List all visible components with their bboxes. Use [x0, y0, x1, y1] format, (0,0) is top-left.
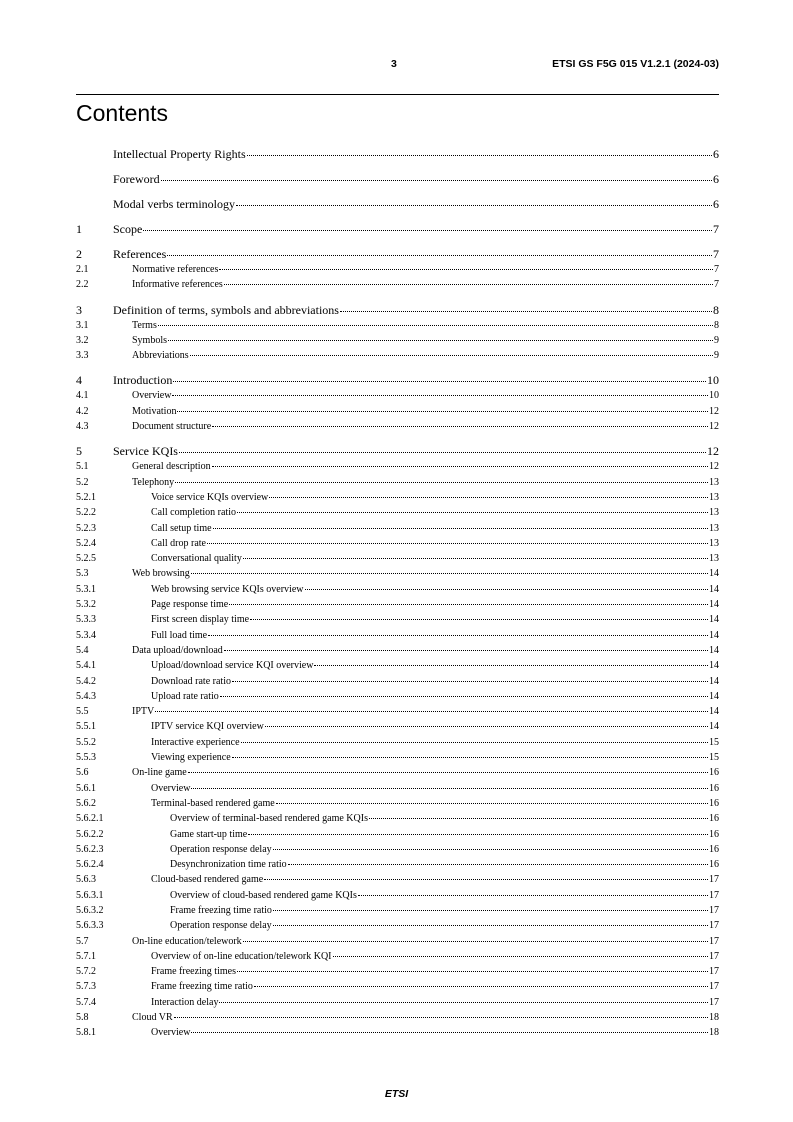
- toc-entry-page: 12: [707, 444, 719, 459]
- toc-entry-title: Document structure: [132, 421, 212, 433]
- toc-entry-page: 16: [709, 859, 719, 871]
- toc-entry-number: 5.2.3: [76, 522, 96, 534]
- toc-dot-leader: [174, 1008, 708, 1018]
- toc-entry-page: 16: [709, 843, 719, 855]
- toc-entry-page: 6: [713, 197, 719, 211]
- toc-dot-leader: [369, 809, 708, 819]
- toc-entry-title: First screen display time: [151, 614, 250, 626]
- toc-entry-title: Overview: [151, 1027, 191, 1039]
- toc-dot-leader: [314, 656, 708, 666]
- toc-entry-title: Scope: [113, 222, 143, 236]
- toc-entry-page: 7: [713, 222, 719, 236]
- toc-entry-number: 5.7.1: [76, 950, 96, 962]
- footer-etsi: ETSI: [384, 1088, 409, 1100]
- toc-entry-title: Frame freezing time ratio: [151, 981, 253, 993]
- toc-dot-leader: [224, 275, 713, 285]
- toc-dot-leader: [232, 748, 708, 758]
- table-of-contents: [76, 147, 719, 1041]
- toc-entry-number: 5.4.1: [76, 660, 96, 672]
- toc-entry-number: 5.4: [76, 644, 89, 656]
- toc-entry-number: 5: [76, 444, 82, 459]
- toc-entry-page: 14: [709, 614, 719, 626]
- toc-entry-title: Intellectual Property Rights: [113, 147, 246, 161]
- toc-dot-leader: [191, 1023, 708, 1033]
- toc-dot-leader: [167, 246, 712, 256]
- toc-entry-title: Frame freezing time ratio: [170, 904, 272, 916]
- toc-entry-number: 5.6.3: [76, 874, 96, 886]
- toc-entry-page: 14: [709, 675, 719, 687]
- toc-dot-leader: [219, 260, 713, 270]
- toc-entry-page: 13: [709, 537, 719, 549]
- toc-entry-title: Terms: [132, 319, 157, 331]
- toc-dot-leader: [208, 626, 708, 636]
- toc-entry-page: 17: [709, 889, 719, 901]
- toc-entry-title: Data upload/download: [132, 644, 223, 656]
- toc-entry-number: 5.8.1: [76, 1027, 96, 1039]
- toc-dot-leader: [168, 331, 713, 341]
- toc-entry-number: 5.7.2: [76, 966, 96, 978]
- toc-entry-page: 8: [714, 319, 719, 331]
- toc-entry-number: 5.5.1: [76, 721, 96, 733]
- toc-dot-leader: [276, 794, 708, 804]
- toc-dot-leader: [333, 947, 709, 957]
- toc-dot-leader: [264, 870, 708, 880]
- toc-entry-page: 17: [709, 966, 719, 978]
- toc-entry-title: Normative references: [132, 264, 219, 275]
- toc-dot-leader: [177, 402, 708, 412]
- toc-entry-number: 5.7: [76, 935, 89, 947]
- toc-entry-number: 5.7.3: [76, 981, 96, 993]
- toc-dot-leader: [220, 687, 708, 697]
- toc-entry-page: 12: [709, 405, 719, 417]
- toc-entry-number: 5.4.3: [76, 690, 96, 702]
- toc-entry-number: 4: [76, 373, 82, 388]
- toc-entry-number: 3.3: [76, 350, 89, 362]
- toc-entry-page: 18: [709, 1027, 719, 1039]
- toc-dot-leader: [237, 503, 708, 513]
- toc-dot-leader: [236, 196, 712, 206]
- toc-entry-number: 5.6.3.1: [76, 889, 104, 901]
- toc-entry-page: 16: [709, 782, 719, 794]
- toc-entry-page: 7: [714, 264, 719, 275]
- toc-dot-leader: [191, 564, 708, 574]
- toc-entry-page: 17: [709, 920, 719, 932]
- toc-entry-page: 16: [709, 813, 719, 825]
- toc-dot-leader: [175, 473, 708, 483]
- toc-entry-page: 14: [709, 568, 719, 580]
- toc-dot-leader: [358, 886, 708, 896]
- toc-entry-page: 9: [714, 334, 719, 346]
- toc-entry-page: 14: [709, 660, 719, 672]
- toc-entry-page: 17: [709, 996, 719, 1008]
- toc-dot-leader: [212, 417, 708, 427]
- toc-dot-leader: [248, 825, 708, 835]
- toc-dot-leader: [155, 702, 708, 712]
- toc-entry-title: Game start-up time: [170, 828, 248, 840]
- toc-entry-number: 5.2.2: [76, 507, 96, 519]
- toc-entry-title: Overview of on-line education/telework KQI: [151, 950, 332, 962]
- toc-entry-title: Web browsing: [132, 568, 190, 580]
- toc-entry-title: Voice service KQIs overview: [151, 491, 269, 503]
- toc-entry[interactable]: [76, 1025, 719, 1040]
- toc-entry-title: Upload rate ratio: [151, 690, 219, 702]
- toc-dot-leader: [188, 763, 708, 773]
- toc-entry-number: 5.6.3.3: [76, 920, 104, 932]
- toc-entry-number: 4.3: [76, 421, 89, 433]
- toc-entry-title: Cloud VR: [132, 1012, 173, 1024]
- toc-entry-number: 5.6.2.3: [76, 843, 104, 855]
- toc-entry-title: Abbreviations: [132, 350, 189, 362]
- toc-entry-page: 17: [709, 904, 719, 916]
- toc-entry-number: 4.1: [76, 390, 89, 402]
- toc-entry-page: 12: [709, 461, 719, 473]
- toc-dot-leader: [212, 457, 708, 467]
- toc-entry-page: 14: [709, 599, 719, 611]
- toc-entry-number: 5.6: [76, 767, 89, 779]
- toc-dot-leader: [273, 916, 708, 926]
- toc-entry-number: 5.8: [76, 1012, 89, 1024]
- toc-entry-title: Operation response delay: [170, 843, 272, 855]
- toc-entry-number: 2: [76, 247, 82, 261]
- toc-entry[interactable]: [76, 277, 719, 292]
- toc-entry-page: 14: [709, 706, 719, 718]
- toc-entry-title: Modal verbs terminology: [113, 197, 235, 211]
- toc-entry-title: IPTV service KQI overview: [151, 721, 264, 733]
- toc-entry-title: Call drop rate: [151, 537, 206, 549]
- toc-entry-title: General description: [132, 461, 211, 473]
- toc-entry-page: 14: [709, 644, 719, 656]
- toc-entry-title: Conversational quality: [151, 553, 242, 565]
- toc-entry-page: 18: [709, 1012, 719, 1024]
- document-id: ETSI GS F5G 015 V1.2.1 (2024-03): [552, 58, 719, 70]
- toc-entry[interactable]: [76, 147, 719, 162]
- toc-entry-number: 5.7.4: [76, 996, 96, 1008]
- toc-entry-number: 5.4.2: [76, 675, 96, 687]
- toc-entry-title: On-line game: [132, 767, 187, 779]
- toc-entry-page: 13: [709, 507, 719, 519]
- toc-dot-leader: [172, 386, 708, 396]
- toc-entry-title: Service KQIs: [113, 444, 178, 459]
- toc-dot-leader: [305, 580, 709, 590]
- toc-dot-leader: [265, 717, 708, 727]
- toc-entry-number: 5.3.3: [76, 614, 96, 626]
- toc-entry-page: 16: [709, 828, 719, 840]
- toc-dot-leader: [269, 488, 708, 498]
- header-rule: [76, 94, 719, 95]
- toc-dot-leader: [250, 610, 708, 620]
- toc-entry-title: Introduction: [113, 373, 173, 388]
- toc-dot-leader: [237, 962, 708, 972]
- toc-dot-leader: [161, 171, 712, 181]
- toc-dot-leader: [229, 595, 708, 605]
- toc-entry-page: 6: [713, 172, 719, 186]
- toc-entry-title: Call setup time: [151, 522, 212, 534]
- page-number: 3: [391, 58, 397, 70]
- toc-entry[interactable]: [76, 222, 719, 237]
- toc-entry[interactable]: [76, 197, 719, 212]
- toc-dot-leader: [224, 641, 708, 651]
- toc-entry-number: 5.3: [76, 568, 89, 580]
- toc-entry-title: Foreword: [113, 172, 160, 186]
- toc-entry-number: 1: [76, 222, 82, 236]
- toc-entry-title: References: [113, 247, 167, 261]
- toc-entry-number: 4.2: [76, 405, 89, 417]
- toc-entry-page: 8: [713, 302, 719, 317]
- toc-entry-number: 5.6.3.2: [76, 904, 104, 916]
- toc-dot-leader: [207, 534, 708, 544]
- toc-entry-number: 5.2.5: [76, 553, 96, 565]
- toc-entry-page: 14: [709, 721, 719, 733]
- toc-entry-page: 16: [709, 767, 719, 779]
- toc-dot-leader: [243, 549, 708, 559]
- toc-entry-title: Overview: [151, 782, 191, 794]
- toc-entry-title: Overview: [132, 390, 172, 402]
- toc-entry-number: 5.5.2: [76, 736, 96, 748]
- toc-entry-number: 3.2: [76, 334, 89, 346]
- toc-entry-title: Terminal-based rendered game: [151, 797, 275, 809]
- toc-entry-number: 3.1: [76, 319, 89, 331]
- toc-entry-number: 2.2: [76, 279, 89, 291]
- toc-dot-leader: [190, 346, 713, 356]
- toc-entry-title: Interaction delay: [151, 996, 219, 1008]
- toc-entry-page: 16: [709, 797, 719, 809]
- toc-entry-page: 7: [713, 247, 719, 261]
- toc-entry-title: Page response time: [151, 599, 229, 611]
- toc-dot-leader: [158, 316, 713, 326]
- toc-dot-leader: [232, 672, 708, 682]
- toc-entry-number: 5.6.2.4: [76, 859, 104, 871]
- toc-dot-leader: [219, 993, 708, 1003]
- toc-dot-leader: [247, 146, 712, 156]
- toc-entry-title: Overview of terminal-based rendered game KQIs: [170, 813, 368, 825]
- toc-entry-title: Frame freezing times: [151, 966, 236, 978]
- toc-dot-leader: [340, 302, 712, 312]
- toc-dot-leader: [241, 733, 708, 743]
- toc-entry-title: Cloud-based rendered game: [151, 874, 264, 886]
- toc-entry-page: 9: [714, 350, 719, 362]
- toc-entry-number: 2.1: [76, 264, 89, 275]
- toc-entry-number: 5.1: [76, 461, 89, 473]
- toc-dot-leader: [191, 779, 708, 789]
- toc-entry-page: 17: [709, 950, 719, 962]
- toc-entry-number: 5.2: [76, 476, 89, 488]
- toc-entry-page: 13: [709, 476, 719, 488]
- toc-entry-number: 5.5: [76, 706, 89, 718]
- toc-dot-leader: [213, 519, 708, 529]
- toc-entry-page: 6: [713, 147, 719, 161]
- toc-entry[interactable]: [76, 172, 719, 187]
- toc-entry-page: 15: [709, 736, 719, 748]
- toc-entry-page: 14: [709, 690, 719, 702]
- toc-entry-page: 14: [709, 583, 719, 595]
- toc-entry-page: 17: [709, 874, 719, 886]
- toc-entry-page: 17: [709, 981, 719, 993]
- toc-entry-number: 5.5.3: [76, 752, 96, 764]
- toc-dot-leader: [179, 443, 706, 453]
- toc-entry-title: Motivation: [132, 405, 177, 417]
- toc-entry-title: IPTV: [132, 706, 155, 718]
- toc-entry-page: 13: [709, 522, 719, 534]
- toc-entry-title: Informative references: [132, 279, 223, 291]
- toc-entry-number: 5.3.4: [76, 629, 96, 641]
- toc-entry-title: Desynchronization time ratio: [170, 859, 287, 871]
- toc-entry-page: 12: [709, 421, 719, 433]
- toc-dot-leader: [143, 221, 712, 231]
- toc-entry-title: Definition of terms, symbols and abbreviations: [113, 302, 339, 317]
- toc-entry-page: 10: [709, 390, 719, 402]
- toc-dot-leader: [273, 840, 708, 850]
- toc-entry-number: 5.2.4: [76, 537, 96, 549]
- toc-entry-title: Interactive experience: [151, 736, 240, 748]
- toc-entry-page: 17: [709, 935, 719, 947]
- toc-entry-number: 5.3.2: [76, 599, 96, 611]
- toc-entry-title: On-line education/telework: [132, 935, 242, 947]
- toc-entry-number: 5.6.2.2: [76, 828, 104, 840]
- toc-dot-leader: [173, 372, 706, 382]
- toc-entry[interactable]: [76, 348, 719, 363]
- toc-entry-page: 13: [709, 553, 719, 565]
- toc-entry-page: 15: [709, 752, 719, 764]
- toc-entry-number: 3: [76, 302, 82, 317]
- toc-entry-number: 5.6.2.1: [76, 813, 104, 825]
- toc-entry-title: Web browsing service KQIs overview: [151, 583, 304, 595]
- toc-entry-title: Full load time: [151, 629, 208, 641]
- toc-entry-number: 5.6.2: [76, 797, 96, 809]
- toc-dot-leader: [288, 855, 708, 865]
- toc-entry-title: Telephony: [132, 476, 175, 488]
- toc-entry[interactable]: [76, 419, 719, 434]
- toc-entry-page: 7: [714, 279, 719, 291]
- toc-entry-title: Overview of cloud-based rendered game KQIs: [170, 889, 357, 901]
- toc-entry-number: 5.3.1: [76, 583, 96, 595]
- toc-entry-page: 10: [707, 373, 719, 388]
- toc-entry-title: Operation response delay: [170, 920, 272, 932]
- toc-entry-title: Download rate ratio: [151, 675, 231, 687]
- toc-entry-title: Call completion ratio: [151, 507, 236, 519]
- toc-entry-number: 5.2.1: [76, 491, 96, 503]
- toc-entry-number: 5.6.1: [76, 782, 96, 794]
- toc-entry-title: Symbols: [132, 334, 168, 346]
- toc-dot-leader: [243, 932, 708, 942]
- page-title: Contents: [76, 100, 169, 126]
- toc-entry-page: 14: [709, 629, 719, 641]
- toc-entry-title: Upload/download service KQI overview: [151, 660, 314, 672]
- toc-dot-leader: [254, 977, 708, 987]
- toc-entry-title: Viewing experience: [151, 752, 231, 764]
- toc-dot-leader: [273, 901, 708, 911]
- toc-entry-page: 13: [709, 491, 719, 503]
